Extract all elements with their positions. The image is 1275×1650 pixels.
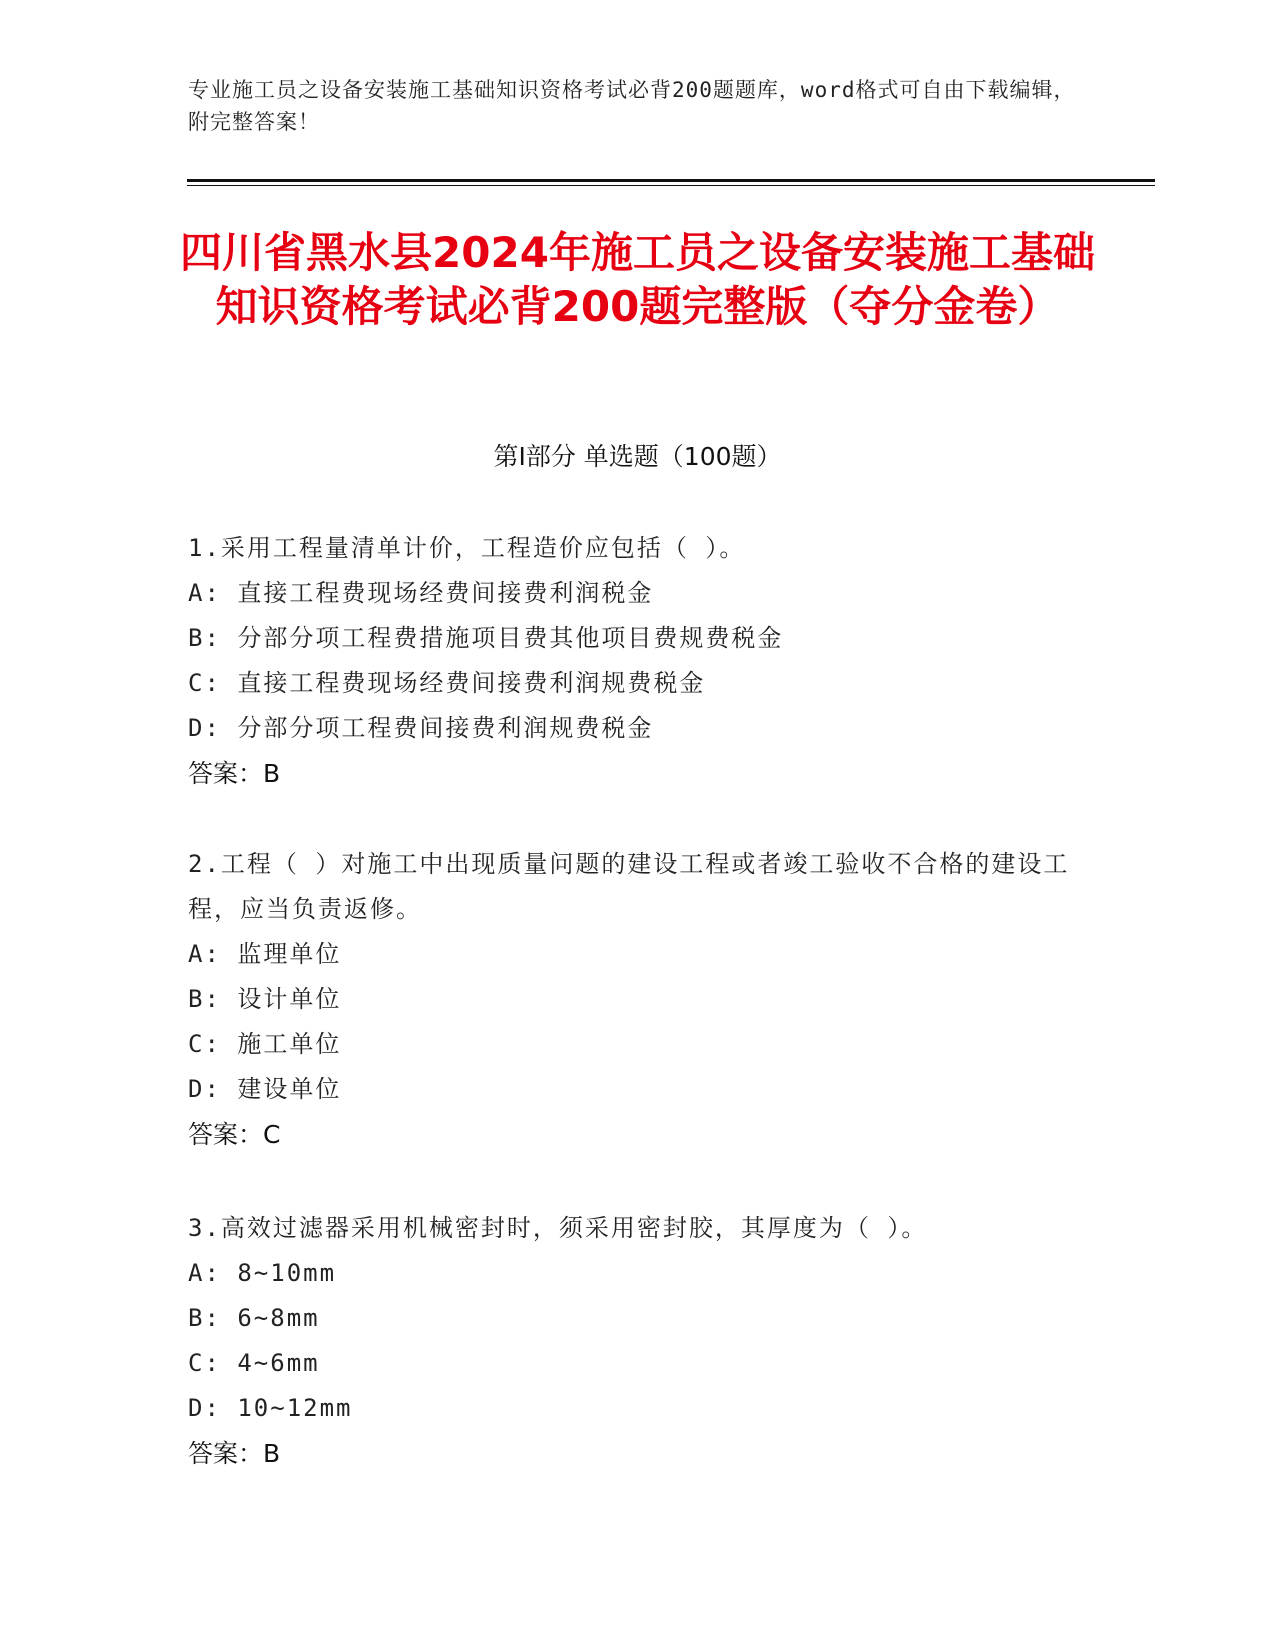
option-b: B: 设计单位 (188, 985, 342, 1013)
question-3 (188, 1206, 1088, 1476)
answer: 答案：B (188, 759, 281, 788)
option-c: C: 直接工程费现场经费间接费利润规费税金 (188, 669, 706, 697)
question-2 (188, 842, 1088, 1157)
option-a: A: 监理单位 (188, 940, 342, 968)
header-rule-thin (187, 185, 1155, 186)
answer: 答案：B (188, 1439, 281, 1468)
section-title: 第Ⅰ部分 单选题（100题） (493, 442, 782, 471)
question-1 (188, 526, 1088, 796)
option-c: C: 施工单位 (188, 1030, 342, 1058)
option-d: D: 分部分项工程费间接费利润规费税金 (188, 714, 654, 742)
option-a: A: 8~10mm (188, 1259, 337, 1287)
option-b: B: 分部分项工程费措施项目费其他项目费规费税金 (188, 624, 784, 652)
header-note: 专业施工员之设备安装施工基础知识资格考试必背200题题库，word格式可自由下载编辑，附完整答案！ (188, 78, 1076, 134)
option-a: A: 直接工程费现场经费间接费利润税金 (188, 579, 654, 607)
answer: 答案：C (188, 1120, 281, 1149)
document-title: 四川省黑水县2024年施工员之设备安装施工基础知识资格考试必背200题完整版（夺分金卷） (180, 228, 1095, 331)
question-stem: 1.采用工程量清单计价，工程造价应包括（ ）。 (188, 534, 746, 562)
question-stem: 2.工程（ ）对施工中出现质量问题的建设工程或者竣工验收不合格的建设工程，应当负责返修。 (188, 850, 1070, 923)
option-b: B: 6~8mm (188, 1304, 320, 1332)
option-d: D: 建设单位 (188, 1075, 342, 1103)
option-d: D: 10~12mm (188, 1394, 353, 1422)
option-c: C: 4~6mm (188, 1349, 320, 1377)
question-stem: 3.高效过滤器采用机械密封时，须采用密封胶，其厚度为（ ）。 (188, 1214, 928, 1242)
header-rule-thick (187, 179, 1155, 182)
